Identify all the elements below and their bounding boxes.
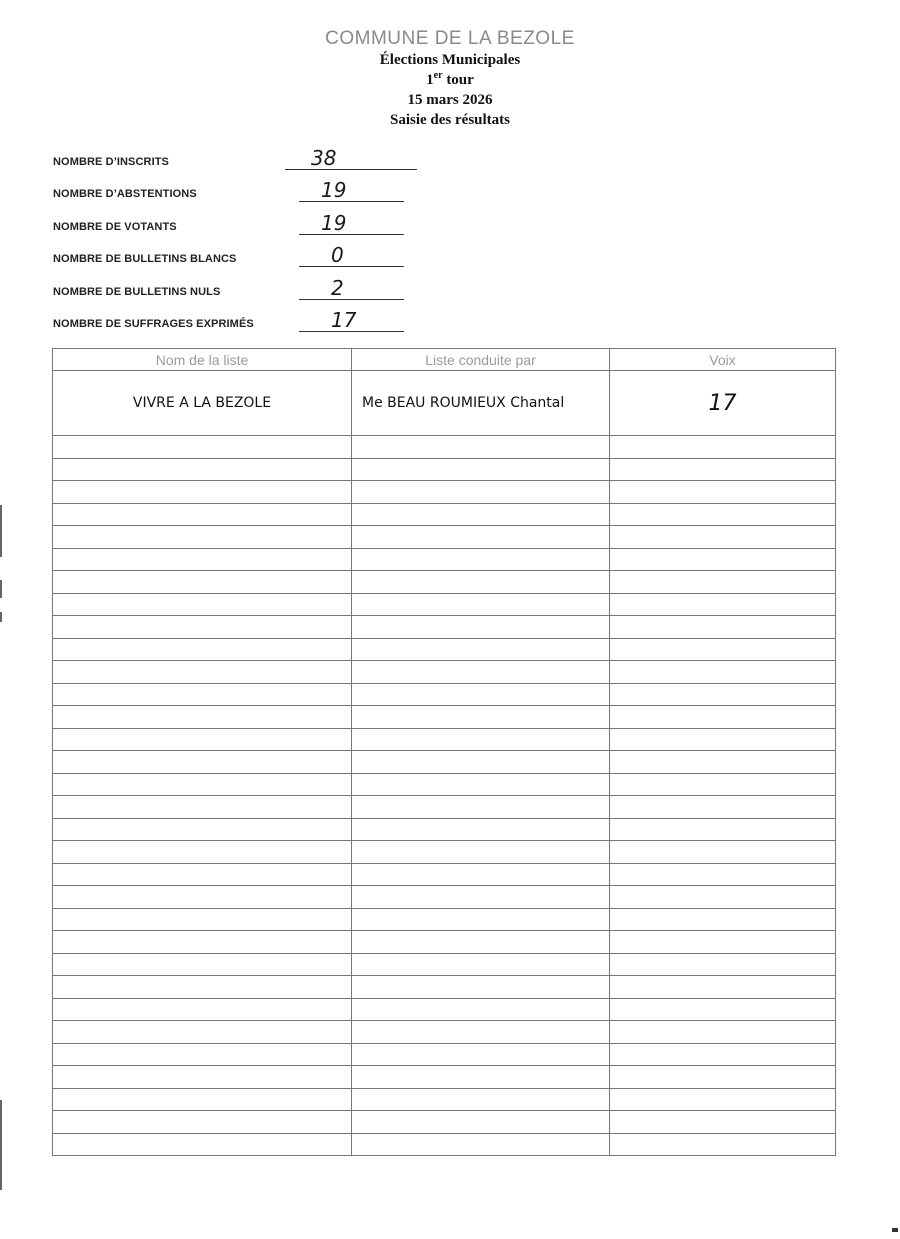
empty-cell[interactable] (53, 706, 352, 729)
empty-table-row (53, 458, 836, 481)
empty-cell[interactable] (352, 571, 610, 594)
empty-cell[interactable] (53, 1111, 352, 1134)
empty-table-row (53, 796, 836, 819)
empty-cell[interactable] (352, 931, 610, 954)
empty-table-row (53, 1111, 836, 1134)
empty-table-row (53, 908, 836, 931)
empty-cell[interactable] (610, 841, 836, 864)
empty-cell[interactable] (352, 548, 610, 571)
empty-cell[interactable] (352, 683, 610, 706)
empty-cell[interactable] (352, 841, 610, 864)
empty-table-row (53, 706, 836, 729)
empty-cell[interactable] (610, 818, 836, 841)
scan-margin-mark (0, 580, 2, 598)
empty-cell[interactable] (352, 1066, 610, 1089)
empty-cell[interactable] (610, 953, 836, 976)
empty-cell[interactable] (53, 616, 352, 639)
empty-table-row (53, 728, 836, 751)
empty-table-row (53, 436, 836, 459)
count-field[interactable] (299, 210, 404, 235)
header-list-name: Nom de la liste (53, 349, 352, 371)
empty-cell[interactable] (352, 481, 610, 504)
empty-cell[interactable] (53, 841, 352, 864)
count-row-inscrits (53, 148, 433, 180)
count-row-exprimes (53, 307, 433, 342)
empty-cell[interactable] (53, 548, 352, 571)
empty-cell[interactable] (352, 863, 610, 886)
empty-cell[interactable] (610, 863, 836, 886)
empty-cell[interactable] (610, 1088, 836, 1111)
empty-cell[interactable] (610, 728, 836, 751)
empty-table-row (53, 683, 836, 706)
empty-table-row (53, 773, 836, 796)
empty-cell[interactable] (610, 1066, 836, 1089)
header-list-leader: Liste conduite par (352, 349, 610, 371)
empty-cell[interactable] (610, 683, 836, 706)
document-subtitle: Saisie des résultats (390, 112, 510, 128)
empty-cell[interactable] (53, 593, 352, 616)
scan-margin-mark (0, 505, 2, 557)
empty-table-row (53, 503, 836, 526)
scan-margin-mark (0, 612, 2, 622)
empty-cell[interactable] (610, 706, 836, 729)
empty-cell[interactable] (53, 863, 352, 886)
results-table (52, 348, 836, 1156)
empty-table-row (53, 1088, 836, 1111)
election-date: 15 mars 2026 (407, 92, 493, 108)
count-value: 19 (321, 178, 347, 203)
empty-cell[interactable] (352, 526, 610, 549)
empty-cell[interactable] (53, 773, 352, 796)
empty-cell[interactable] (53, 638, 352, 661)
empty-cell[interactable] (352, 616, 610, 639)
empty-table-row (53, 638, 836, 661)
empty-cell[interactable] (610, 526, 836, 549)
empty-cell[interactable] (53, 931, 352, 954)
empty-cell[interactable] (352, 661, 610, 684)
count-row-nuls (53, 275, 433, 310)
empty-cell[interactable] (53, 751, 352, 774)
count-field[interactable] (299, 245, 404, 267)
empty-table-row (53, 976, 836, 999)
empty-table-row (53, 1021, 836, 1044)
empty-table-row (53, 1133, 836, 1156)
count-field[interactable] (299, 275, 404, 300)
empty-cell[interactable] (352, 458, 610, 481)
empty-cell[interactable] (352, 773, 610, 796)
empty-cell[interactable] (352, 908, 610, 931)
empty-cell[interactable] (352, 1021, 610, 1044)
empty-cell[interactable] (352, 953, 610, 976)
empty-cell[interactable] (352, 593, 610, 616)
empty-cell[interactable] (610, 571, 836, 594)
votes-cell: 17 (610, 371, 836, 436)
empty-cell[interactable] (610, 1133, 836, 1156)
count-value: 38 (311, 146, 337, 170)
empty-table-row (53, 526, 836, 549)
count-row-blancs (53, 245, 433, 277)
empty-cell[interactable] (53, 998, 352, 1021)
empty-cell[interactable] (352, 1043, 610, 1066)
empty-table-row (53, 818, 836, 841)
empty-cell[interactable] (610, 548, 836, 571)
count-value: 0 (331, 243, 344, 268)
empty-table-row (53, 571, 836, 594)
count-label: NOMBRE DE VOTANTS (53, 220, 177, 233)
empty-cell[interactable] (53, 953, 352, 976)
empty-cell[interactable] (53, 503, 352, 526)
count-field[interactable] (285, 148, 417, 170)
empty-cell[interactable] (610, 1111, 836, 1134)
empty-table-row (53, 886, 836, 909)
empty-cell[interactable] (610, 886, 836, 909)
list-name-cell: VIVRE A LA BEZOLE (53, 371, 352, 436)
empty-cell[interactable] (610, 1021, 836, 1044)
empty-cell[interactable] (610, 1043, 836, 1066)
empty-cell[interactable] (352, 638, 610, 661)
empty-cell[interactable] (352, 998, 610, 1021)
count-row-votants (53, 210, 433, 245)
count-row-abstentions (53, 180, 433, 212)
empty-table-row (53, 841, 836, 864)
empty-table-row (53, 998, 836, 1021)
empty-table-row (53, 751, 836, 774)
empty-cell[interactable] (352, 886, 610, 909)
empty-cell[interactable] (53, 976, 352, 999)
round-suffix: er (433, 70, 443, 81)
empty-table-row (53, 1043, 836, 1066)
empty-cell[interactable] (352, 436, 610, 459)
empty-cell[interactable] (53, 1043, 352, 1066)
empty-table-row (53, 863, 836, 886)
table-row (53, 371, 836, 436)
empty-table-row (53, 953, 836, 976)
empty-cell[interactable] (53, 886, 352, 909)
count-label: NOMBRE DE BULLETINS NULS (53, 285, 221, 298)
empty-cell[interactable] (610, 931, 836, 954)
empty-cell[interactable] (610, 773, 836, 796)
document-header (0, 28, 900, 130)
count-value: 2 (331, 275, 344, 300)
empty-cell[interactable] (610, 593, 836, 616)
empty-table-row (53, 1066, 836, 1089)
count-value: 19 (321, 210, 347, 235)
empty-cell[interactable] (53, 908, 352, 931)
empty-cell[interactable] (352, 1088, 610, 1111)
empty-cell[interactable] (610, 998, 836, 1021)
empty-cell[interactable] (610, 908, 836, 931)
counts-section (53, 148, 433, 342)
empty-table-row (53, 616, 836, 639)
count-label: NOMBRE DE BULLETINS BLANCS (53, 253, 237, 266)
count-label: NOMBRE D’INSCRITS (53, 156, 169, 168)
empty-cell[interactable] (352, 503, 610, 526)
empty-cell[interactable] (53, 661, 352, 684)
empty-cell[interactable] (53, 1133, 352, 1156)
empty-cell[interactable] (53, 481, 352, 504)
empty-cell[interactable] (610, 976, 836, 999)
empty-cell[interactable] (610, 638, 836, 661)
empty-cell[interactable] (352, 818, 610, 841)
empty-table-row (53, 548, 836, 571)
empty-cell[interactable] (610, 796, 836, 819)
empty-cell[interactable] (352, 1111, 610, 1134)
empty-cell[interactable] (53, 728, 352, 751)
empty-cell[interactable] (53, 526, 352, 549)
empty-cell[interactable] (53, 436, 352, 459)
empty-cell[interactable] (53, 818, 352, 841)
empty-cell[interactable] (610, 751, 836, 774)
empty-table-row (53, 661, 836, 684)
count-label: NOMBRE D’ABSTENTIONS (53, 188, 197, 201)
round-word: tour (442, 72, 474, 88)
empty-cell[interactable] (610, 458, 836, 481)
count-label: NOMBRE DE SUFFRAGES EXPRIMÉS (53, 317, 254, 330)
round-number: 1 (426, 72, 434, 88)
list-leader-cell: Me BEAU ROUMIEUX Chantal (352, 371, 610, 436)
empty-cell[interactable] (610, 481, 836, 504)
empty-cell[interactable] (352, 706, 610, 729)
empty-cell[interactable] (53, 1088, 352, 1111)
header-votes: Voix (610, 349, 836, 371)
scan-margin-mark (0, 1100, 2, 1190)
count-value: 17 (331, 307, 357, 332)
election-title: Élections Municipales (379, 52, 521, 68)
empty-cell[interactable] (53, 571, 352, 594)
empty-table-row (53, 593, 836, 616)
empty-cell[interactable] (53, 1021, 352, 1044)
empty-cell[interactable] (610, 436, 836, 459)
empty-cell[interactable] (352, 1133, 610, 1156)
empty-cell[interactable] (53, 683, 352, 706)
empty-cell[interactable] (352, 796, 610, 819)
empty-table-row (53, 931, 836, 954)
empty-cell[interactable] (53, 458, 352, 481)
empty-cell[interactable] (610, 661, 836, 684)
empty-cell[interactable] (610, 503, 836, 526)
empty-cell[interactable] (53, 1066, 352, 1089)
round-label (0, 70, 900, 90)
commune-title: COMMUNE DE LA BEZOLE (325, 28, 575, 49)
empty-cell[interactable] (352, 728, 610, 751)
empty-table-row (53, 481, 836, 504)
empty-cell[interactable] (53, 796, 352, 819)
empty-cell[interactable] (352, 751, 610, 774)
count-field[interactable] (299, 180, 404, 202)
empty-cell[interactable] (352, 976, 610, 999)
empty-cell[interactable] (610, 616, 836, 639)
table-header-row (53, 349, 836, 371)
scan-corner-mark (892, 1228, 898, 1232)
